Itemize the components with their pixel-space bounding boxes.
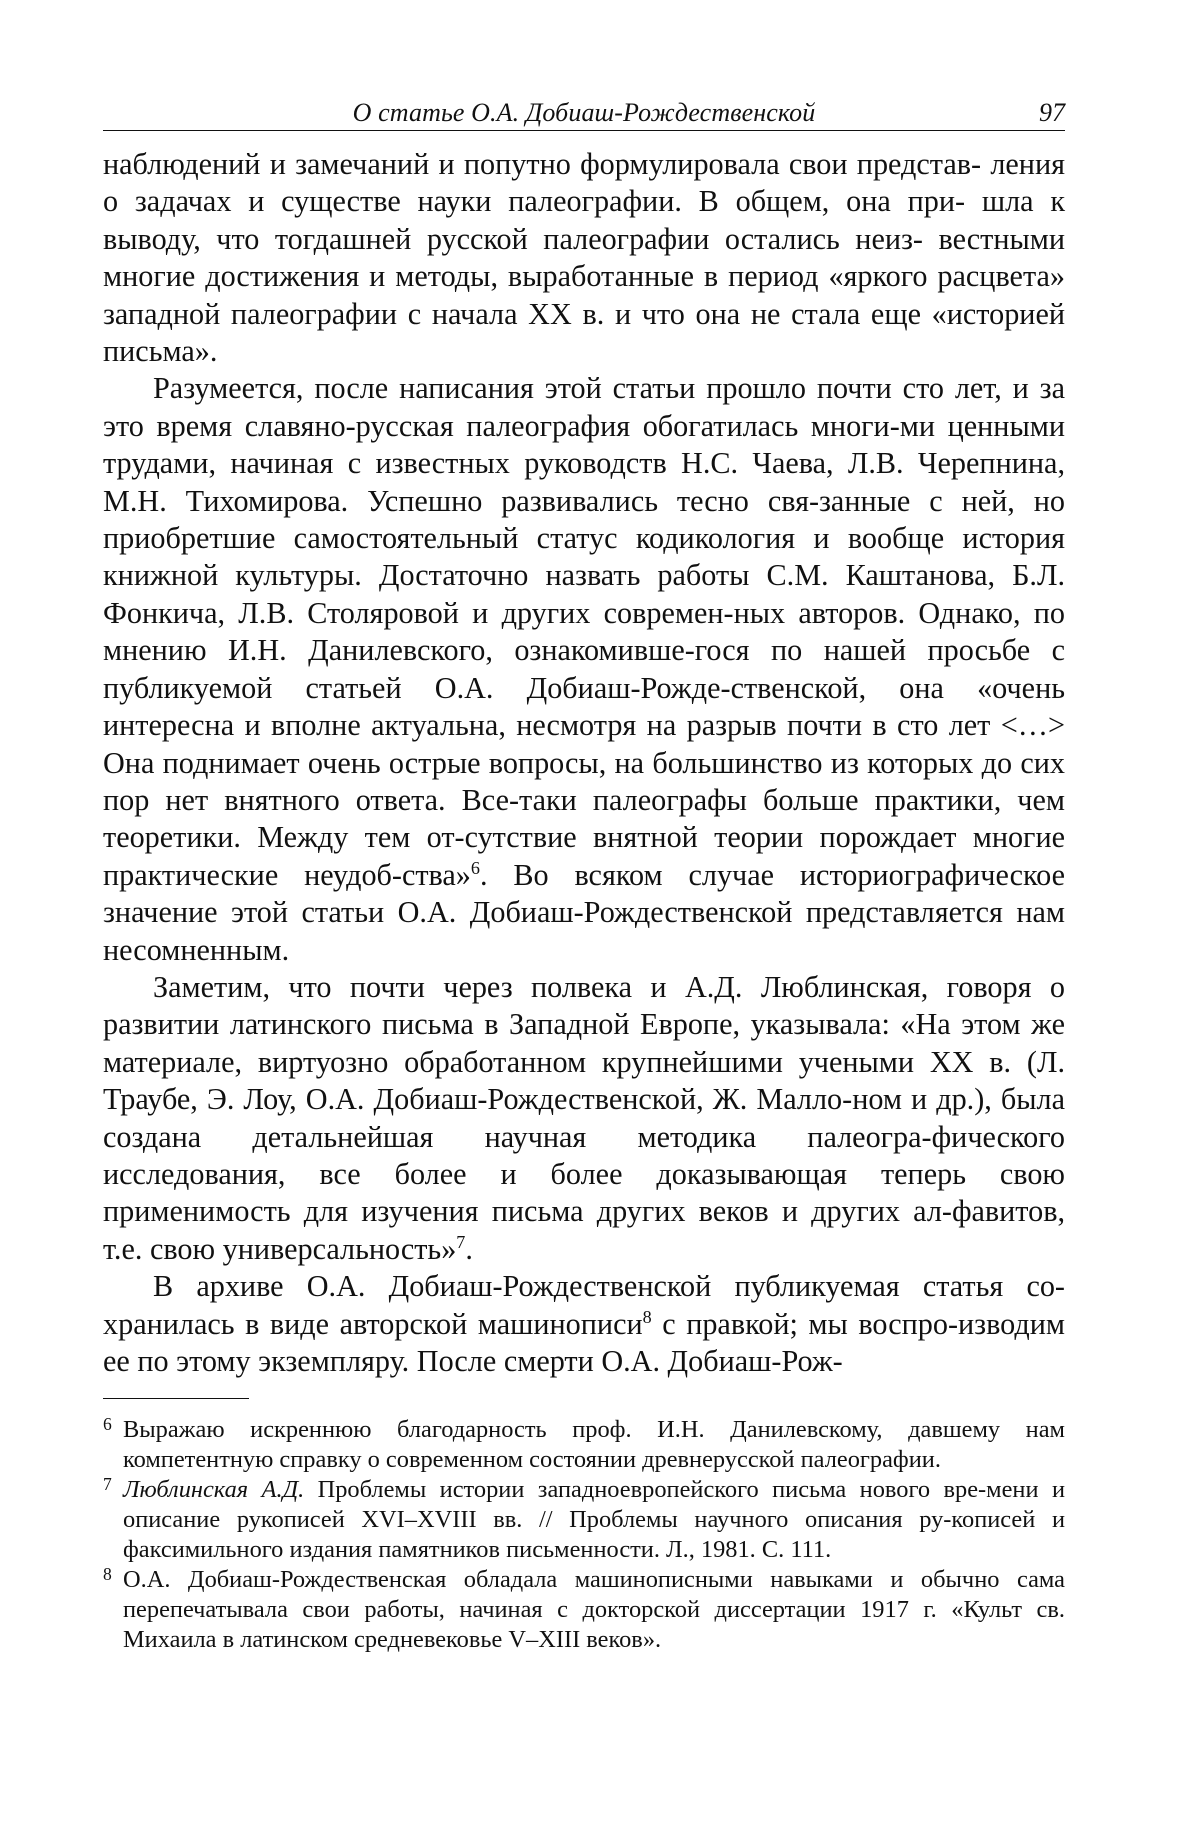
footnote-ref[interactable]: 8 xyxy=(643,1306,652,1326)
footnote-ref[interactable]: 7 xyxy=(456,1232,465,1252)
footnote-text: Проблемы истории западноевропейского письма нового вре-мени и описание рукописей XVI–XVIII вв. // Проблемы научного описания ру-кописей и факсимильного издания памятников письменности. Л., 1981. С. 111. xyxy=(123,1476,1065,1563)
paragraph-text: Разумеется, после написания этой статьи прошло почти сто лет, и за это время славяно-русская палеография обогатилась многи-ми ценными трудами, начиная с известных руководств Н.С. Чаева, Л.В. Черепнина, М.Н. Тихомирова. Успешно развивались тесно свя-занные с ней, но приобретшие самостоятельный статус кодикология и вообще история книжной культуры. Достаточно назвать работы С.М. Каштанова, Б.Л. Фонкича, Л.В. Столяровой и других современ-ных авторов. Однако, по мнению И.Н. Данилевского, ознакомивше-гося по нашей просьбе с публикуемой статьей О.А. Добиаш-Рожде-ственской, она «очень интересна и вполне актуальна, несмотря на разрыв почти в сто лет <…> Она поднимает очень острые вопросы, на большинство из которых до сих пор нет внятного ответа. Все-таки палеографы больше практики, чем теоретики. Между тем от-сутствие внятной теории порождает многие практические неудоб-ства» xyxy=(103,371,1065,891)
paragraph-text: Заметим, что почти через полвека и А.Д. Люблинская, говоря о развитии латинского письма в Западной Европе, указывала: «На этом же материале, виртуозно обработанном крупнейшими учеными XX в. (Л. Траубе, Э. Лоу, О.А. Добиаш-Рождественской, Ж. Малло-ном и др.), была создана детальнейшая научная методика палеогра-фического исследования, все более и более доказывающая теперь свою применимость для изучения письма других веков и других ал-фавитов, т.е. свою универсальность» xyxy=(103,970,1065,1266)
body-text xyxy=(103,146,1065,1380)
footnote-ref[interactable]: 6 xyxy=(471,857,480,877)
footnote-author: Люблинская А.Д. xyxy=(123,1476,304,1503)
paragraph-text: . xyxy=(465,1232,473,1266)
footnote: 8 О.А. Добиаш-Рождественская обладала машинописными навыками и обычно сама перепечатывала свои работы, начиная с докторской диссертации 1917 г. «Культ св. Михаила в латинском средневековье V–XIII веков». xyxy=(103,1565,1065,1655)
paragraph-text: В архиве О.А. Добиаш-Рождественской публикуемая статья со-хранилась в виде авторской машинописи xyxy=(103,1269,1065,1340)
footnote-text: О.А. Добиаш-Рождественская обладала машинописными навыками и обычно сама перепечатывала свои работы, начиная с докторской диссертации 1917 г. «Культ св. Михаила в латинском средневековье V–XIII веков». xyxy=(123,1566,1065,1653)
paragraph xyxy=(103,370,1065,969)
paragraph-text: с правкой; мы воспро-изводим ее по этому экземпляру. После смерти О.А. Добиаш-Рож- xyxy=(103,1307,1065,1378)
paragraph-line: «яркого расцвета» западной палеографии с начала XX в. и что она xyxy=(103,259,1065,330)
footnote-divider xyxy=(103,1398,249,1399)
footnote: 6 Выражаю искреннюю благодарность проф. И.Н. Данилевскому, давшему нам компетентную справку о современном состоянии древнерусской палеографии. xyxy=(103,1415,1065,1475)
page-number: 97 xyxy=(1039,98,1065,128)
paragraph-text: . Во всяком случае историографическое значение этой статьи О.А. Добиаш-Рождественской представляется нам несомненным. xyxy=(103,858,1065,967)
paragraph-line: ления о задачах и существе науки палеографии. В общем, она при- xyxy=(103,147,1065,218)
footnote-text: Выражаю искреннюю благодарность проф. И.Н. Данилевскому, давшему нам компетентную справку о современном состоянии древнерусской палеографии. xyxy=(123,1416,1065,1473)
paragraph-line: не стала еще «историей письма». xyxy=(103,297,1065,368)
paragraph-line: вестными многие достижения и методы, выработанные в период xyxy=(103,222,1065,293)
footnotes xyxy=(103,1415,1065,1655)
footnote: 7 Люблинская А.Д. Проблемы истории западноевропейского письма нового вре-мени и описание рукописей XVI–XVIII вв. // Проблемы научного описания ру-кописей и факсимильного издания памятников письменности. Л., 1981. С. 111. xyxy=(103,1475,1065,1565)
paragraph xyxy=(103,1268,1065,1380)
running-head-title: О статье О.А. Добиаш-Рождественской xyxy=(103,98,1065,128)
book-page xyxy=(103,94,1065,1655)
paragraph-line: наблюдений и замечаний и попутно формулировала свои представ- xyxy=(103,147,981,181)
running-head xyxy=(103,94,1065,131)
paragraph-line: шла к выводу, что тогдашней русской палеографии остались неиз- xyxy=(103,184,1065,255)
paragraph-continued xyxy=(103,146,1065,370)
paragraph xyxy=(103,969,1065,1268)
